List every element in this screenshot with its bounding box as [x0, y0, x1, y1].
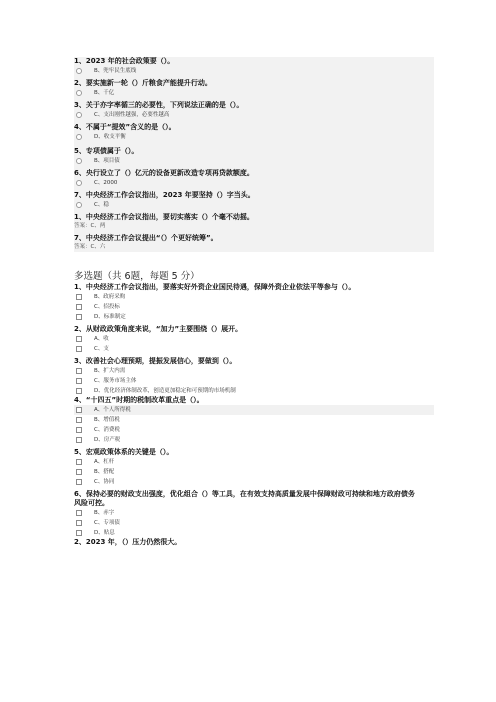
question-text: 7、中央经济工作会议提出“（）个更好统筹”。	[74, 234, 218, 242]
answer-option[interactable]	[74, 366, 434, 376]
answer-label: 答案：	[74, 223, 91, 229]
question-text: 1、中央经济工作会议指出，要落实好外资企业国民待遇，保障外资企业依法平等参与（）。	[74, 283, 356, 291]
question-text: 2、2023 年，（）压力仍然很大。	[74, 538, 182, 546]
radio-icon[interactable]	[76, 112, 82, 118]
checkbox-icon[interactable]	[76, 314, 82, 320]
checkbox-icon[interactable]	[76, 437, 82, 443]
option-label: D、收支平衡	[94, 134, 126, 140]
option-label: D、标准制定	[94, 314, 126, 320]
option-label: C、支	[94, 346, 109, 352]
answer-option[interactable]	[74, 178, 434, 188]
option-label: B、兜牢民生底线	[94, 68, 137, 74]
answer-option[interactable]	[74, 312, 434, 322]
question-text: 5、宏观政策体系的关键是（）。	[74, 448, 174, 456]
option-label: B、赤字	[94, 510, 115, 516]
option-label: D、优化经济体制改革，创造更加稳定和可预期的市场机制	[94, 388, 236, 394]
option-label: A、杠杆	[94, 459, 115, 465]
option-label: C、协同	[94, 479, 115, 485]
answer-option[interactable]	[74, 66, 434, 76]
checkbox-icon[interactable]	[76, 346, 82, 352]
question-text: 4、不属于“提效”含义的是（）。	[74, 123, 176, 131]
answer-value: C、两	[90, 223, 106, 229]
checkbox-icon[interactable]	[76, 378, 82, 384]
question-text: 7、中央经济工作会议指出，2023 年要坚持（）字当头。	[74, 191, 255, 199]
option-label: D、房产税	[94, 437, 121, 443]
answer-option[interactable]	[74, 415, 434, 425]
option-label: A、收	[94, 336, 109, 342]
radio-icon[interactable]	[76, 158, 82, 164]
radio-icon[interactable]	[76, 202, 82, 208]
checkbox-icon[interactable]	[76, 336, 82, 342]
answer-option[interactable]	[74, 386, 434, 396]
answer-option[interactable]	[74, 344, 434, 354]
question-text: 6、央行设立了（）亿元的设备更新改造专项再贷款额度。	[74, 169, 254, 177]
option-label: C、支出刚性越强，必要性越高	[94, 112, 170, 118]
radio-icon[interactable]	[76, 68, 82, 74]
question-text: 3、关于亦字率循三的必要性，下列说法正确的是（）。	[74, 101, 244, 109]
answer-option[interactable]	[74, 477, 434, 487]
question-text: 2、从财政政策角度来说，“加力”主要围绕（）展开。	[74, 325, 243, 333]
answer-option[interactable]	[74, 88, 434, 98]
option-label: B、扩大内需	[94, 368, 126, 374]
checkbox-icon[interactable]	[76, 407, 82, 413]
answer-option[interactable]	[74, 518, 434, 528]
answer-option[interactable]	[74, 457, 434, 467]
answer-option[interactable]	[74, 528, 434, 538]
answer-option[interactable]	[74, 405, 434, 415]
answer-option[interactable]	[74, 467, 434, 477]
question-text: 3、改善社会心理预期，提振发展信心，要做到（）。	[74, 357, 237, 365]
option-label: C、招投标	[94, 304, 120, 310]
option-label: B、增值税	[94, 417, 120, 423]
checkbox-icon[interactable]	[76, 427, 82, 433]
option-label: B、项目债	[94, 158, 120, 164]
answer-line	[74, 222, 434, 231]
option-label: D、贴息	[94, 530, 115, 536]
question-text: 4、“十四五”时期的税制改革重点是（）。	[74, 396, 204, 404]
checkbox-icon[interactable]	[76, 479, 82, 485]
question-text: 2、要实施新一轮（）斤粮食产能提升行动。	[74, 79, 212, 87]
answer-option[interactable]	[74, 302, 434, 312]
option-label: C、服务市场主体	[94, 378, 137, 384]
option-label: A、个人所得税	[94, 407, 131, 413]
answer-option[interactable]	[74, 425, 434, 435]
radio-icon[interactable]	[76, 134, 82, 140]
option-label: B、千亿	[94, 90, 115, 96]
answer-option[interactable]	[74, 156, 434, 166]
option-label: C、2000	[94, 180, 118, 186]
question-text: 5、专项债属于（）。	[74, 147, 139, 155]
answer-option[interactable]	[74, 292, 434, 302]
checkbox-icon[interactable]	[76, 304, 82, 310]
quiz-content	[74, 57, 434, 547]
answer-option[interactable]	[74, 334, 434, 344]
question-text: 1、2023 年的社会政策要（）。	[74, 57, 175, 65]
checkbox-icon[interactable]	[76, 294, 82, 300]
checkbox-icon[interactable]	[76, 520, 82, 526]
checkbox-icon[interactable]	[76, 368, 82, 374]
checkbox-icon[interactable]	[76, 417, 82, 423]
answer-value: C、六	[90, 244, 106, 250]
single-choice-block	[74, 57, 434, 252]
checkbox-icon[interactable]	[76, 388, 82, 394]
answer-option[interactable]	[74, 200, 434, 210]
checkbox-icon[interactable]	[76, 459, 82, 465]
answer-line	[74, 243, 434, 252]
section-title: 多选题（共 6题，每题 5 分）	[74, 271, 200, 282]
checkbox-icon[interactable]	[76, 510, 82, 516]
answer-label: 答案：	[74, 244, 91, 250]
option-label: C、专项债	[94, 520, 120, 526]
answer-option[interactable]	[74, 132, 434, 142]
radio-icon[interactable]	[76, 180, 82, 186]
option-label: C、消费税	[94, 427, 120, 433]
answer-option[interactable]	[74, 508, 434, 518]
answer-option[interactable]	[74, 110, 434, 120]
question-text: 1、中央经济工作会议指出，要切实落实（）个毫不动摇。	[74, 213, 254, 221]
option-label: B、搭配	[94, 469, 115, 475]
checkbox-icon[interactable]	[76, 530, 82, 536]
radio-icon[interactable]	[76, 90, 82, 96]
answer-option[interactable]	[74, 376, 434, 386]
option-label: C、稳	[94, 202, 109, 208]
option-label: B、政府采购	[94, 294, 126, 300]
checkbox-icon[interactable]	[76, 469, 82, 475]
answer-option[interactable]	[74, 435, 434, 445]
question-text: 6、保持必要的财政支出强度，优化组合（）等工具，在有效支持高质量发展中保障财政可持续和地方政府债务风险可控。	[74, 490, 415, 507]
